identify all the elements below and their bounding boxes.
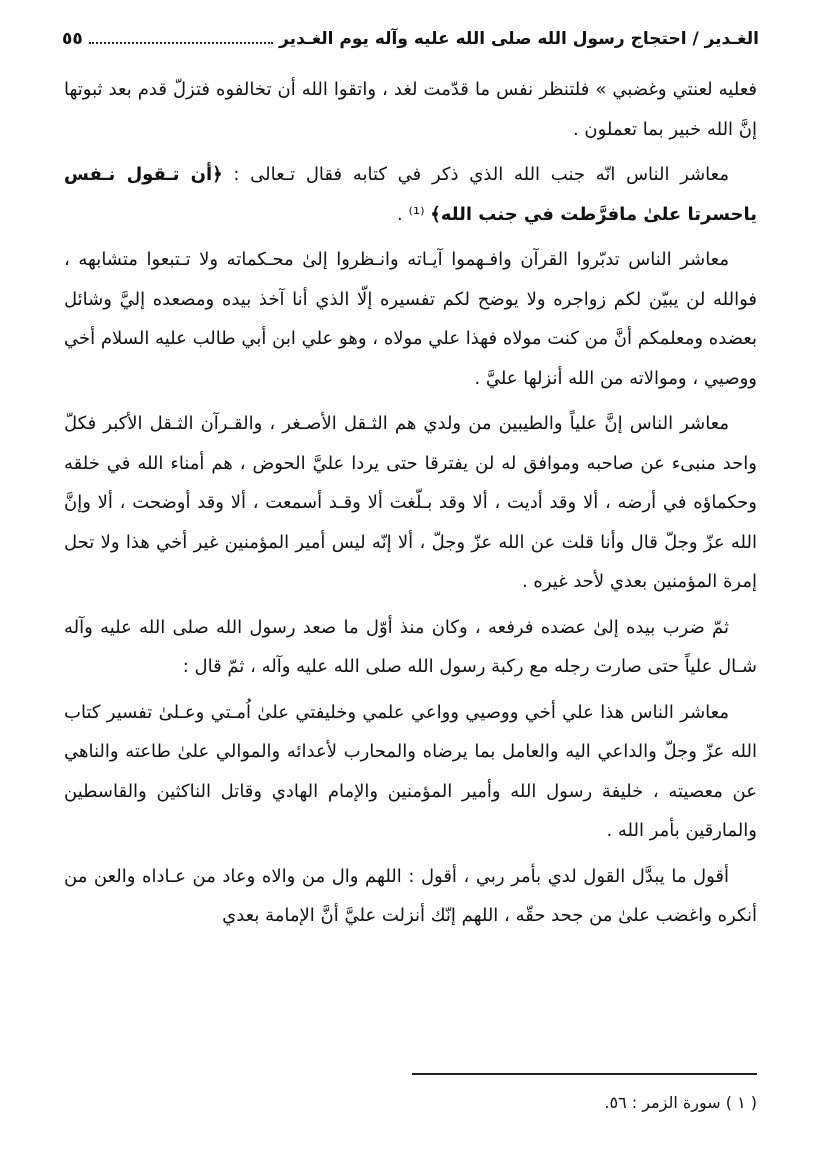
footnote: ( ١ ) سورة الزمر : ٥٦. [604,1093,757,1112]
footnote-divider [412,1073,757,1075]
paragraph: معاشر الناس انّه جنب الله الذي ذكر في كتابه فقال تـعالى : ﴿أن تـقول نـفس ياحسرتا علىٰ مافرَّطت في جنب الله﴾ ⁽¹⁾ . [64,164,757,225]
paragraph: أقول ما يبدَّل القول لدي بأمر ربي ، أقول : اللهم وال من والاه وعاد من عـاداه والعن من أنكره واغضب علىٰ من جحد حقّه ، اللهم إنّك أنزلت عليَّ أنَّ الإمامة بعدي [64,865,757,926]
page-header [62,22,759,56]
page-body [64,70,757,942]
dot-leader [89,42,273,44]
footnote-ref: ⁽¹⁾ . [397,203,431,225]
paragraph: معاشر الناس إنَّ علياً والطيبين من ولدي هم الثـقل الأصـغر ، والقـرآن الثـقل الأكبر فكلّ واحد منبىء عن صاحبه وموافق له لن يفترقا حتى يردا عليَّ الحوض ، هم أمناء الله في خلقه وحكماؤه في أرضه ، ألا وقد أديت ، ألا وقد بـلّغت ألا وقـد أسمعت ، ألا وقد أوضحت ، ألا وإنَّ الله عزّ وجلّ قال وأنا قلت عن الله عزّ وجلّ ، ألا إنّه ليس أمير المؤمنين غير أخي هذا ولا تحل إمرة المؤمنين بعدي لأحد غيره . [64,413,757,592]
quran-quote: ﴿أن تـقول نـفس ياحسرتا علىٰ مافرَّطت في جنب الله﴾ [64,164,757,225]
paragraph: فعليه لعنتي وغضبي » فلتنظر نفس ما قدّمت لغد ، واتقوا الله أن تخالفوه فتزلّ قدم بعد ثبوتها إنَّ الله خبير بما تعملون . [64,79,757,140]
paragraph: معاشر الناس هذا علي أخي ووصيي وواعي علمي وخليفتي علىٰ اُمـتي وعـلىٰ تفسير كتاب الله عزّ وجلّ والداعي اليه والعامل بما يرضاه والمحارب لأعدائه والموالي علىٰ طاعته والناهي عن معصيته ، خليفة رسول الله وأمير المؤمنين والإمام الهادي وقاتل الناكثين والقاسطين والمارقين بأمر الله . [64,701,757,841]
running-title: الغـدير / احتجاج رسول الله صلى الله عليه وآله يوم الغـدير [279,29,759,49]
paragraph: معاشر الناس تدبّروا القرآن وافـهموا آيـاته وانـظروا إلىٰ محـكماته ولا تـتبعوا متشابهه ، فوالله لن يبيّن لكم زواجره ولا يوضح لكم تفسيره إلّا الذي أنا آخذ بيده ومصعده إليَّ وشائل بعضده ومعلمكم أنَّ من كنت مولاه فهذا علي مولاه ، وهو علي ابن أبي طالب عليه السلام أخي ووصيي ، وموالاته من الله أنزلها عليَّ . [64,249,757,389]
page-number: ٥٥ [62,29,83,49]
paragraph: ثمّ ضرب بيده إلىٰ عضده فرفعه ، وكان منذ أوّل ما صعد رسول الله صلى الله عليه وآله شـال علياً حتى صارت رجله مع ركبة رسول الله صلى الله عليه وآله ، ثمّ قال : [64,616,757,677]
